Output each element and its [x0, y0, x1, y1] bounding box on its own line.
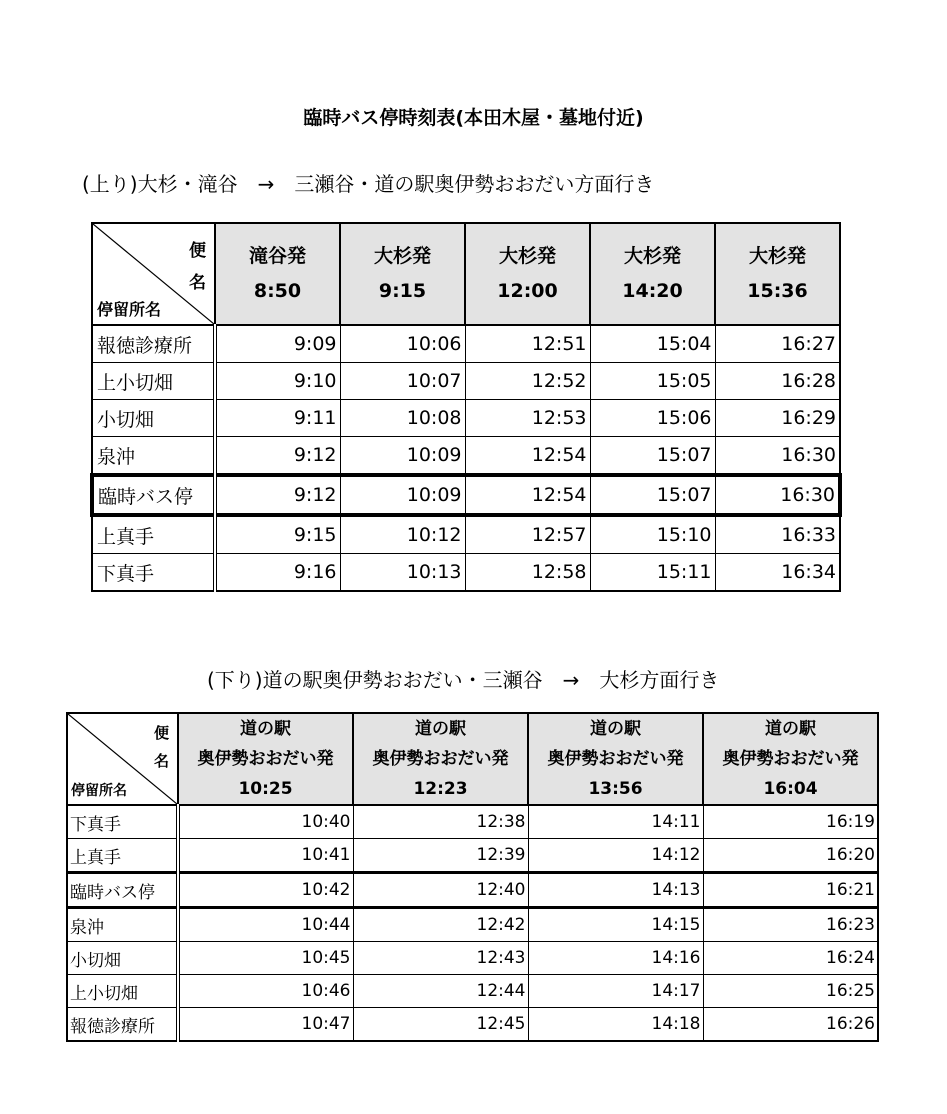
trip-header: [465, 223, 590, 325]
trip-time: 15:36: [747, 280, 808, 302]
time-cell: 10:46: [178, 975, 353, 1008]
trip-header: [703, 713, 878, 805]
trip-origin: 大杉発: [623, 245, 681, 267]
time-cell: 12:58: [465, 554, 590, 592]
time-cell: 16:21: [703, 873, 878, 908]
time-cell: 14:17: [528, 975, 703, 1008]
time-cell: 10:41: [178, 839, 353, 873]
trip-header: [353, 713, 528, 805]
stop-name: 報徳診療所: [67, 1008, 178, 1042]
time-cell: 14:11: [528, 805, 703, 839]
time-cell: 10:12: [340, 515, 465, 554]
time-cell: 9:12: [215, 437, 340, 476]
stop-name: 臨時バス停: [92, 475, 215, 515]
table-row: [67, 908, 878, 942]
stop-name: 臨時バス停: [67, 873, 178, 908]
time-cell: 15:07: [590, 437, 715, 476]
table-row-temporary-stop: [67, 873, 878, 908]
table-row: [92, 400, 840, 437]
time-cell: 12:43: [353, 942, 528, 975]
time-cell: 9:12: [215, 475, 340, 515]
trip-time: 16:04: [763, 779, 818, 799]
trip-origin: 大杉発: [748, 245, 806, 267]
stop-name: 上小切畑: [92, 363, 215, 400]
time-cell: 10:07: [340, 363, 465, 400]
table-row: [67, 805, 878, 839]
time-cell: 16:29: [715, 400, 840, 437]
trip-origin-line2: 奥伊勢おおだい発: [372, 749, 509, 769]
trip-origin-line1: 道の駅: [240, 719, 291, 739]
time-cell: 12:38: [353, 805, 528, 839]
time-cell: 10:44: [178, 908, 353, 942]
time-cell: 16:30: [715, 475, 840, 515]
time-cell: 10:42: [178, 873, 353, 908]
time-cell: 10:47: [178, 1008, 353, 1042]
trip-origin-line1: 道の駅: [765, 719, 816, 739]
time-cell: 14:16: [528, 942, 703, 975]
time-cell: 10:40: [178, 805, 353, 839]
trip-time: 8:50: [253, 280, 302, 302]
trip-header: [590, 223, 715, 325]
time-cell: 9:16: [215, 554, 340, 592]
time-cell: 16:24: [703, 942, 878, 975]
stop-name: 下真手: [67, 805, 178, 839]
time-cell: 10:45: [178, 942, 353, 975]
trip-time: 13:56: [588, 779, 643, 799]
time-cell: 16:27: [715, 325, 840, 363]
stop-name: 泉沖: [92, 437, 215, 476]
corner-stop-label: 停留所名: [97, 300, 162, 319]
trip-header: [340, 223, 465, 325]
time-cell: 15:07: [590, 475, 715, 515]
stop-name: 小切畑: [67, 942, 178, 975]
corner-header-cell: [92, 223, 215, 325]
trip-header: [178, 713, 353, 805]
time-cell: 15:06: [590, 400, 715, 437]
corner-bin: 便: [153, 724, 169, 742]
trip-header: [715, 223, 840, 325]
trip-time: 14:20: [622, 280, 683, 302]
time-cell: 12:54: [465, 437, 590, 476]
time-cell: 12:54: [465, 475, 590, 515]
corner-mei: 名: [153, 752, 169, 770]
trip-time: 10:25: [238, 779, 293, 799]
trip-time: 12:23: [413, 779, 468, 799]
timetable-up: [90, 222, 842, 592]
trip-origin-line1: 道の駅: [415, 719, 466, 739]
time-cell: 9:09: [215, 325, 340, 363]
time-cell: 10:09: [340, 475, 465, 515]
trip-time: 9:15: [378, 280, 427, 302]
trip-origin-line2: 奥伊勢おおだい発: [197, 749, 334, 769]
time-cell: 12:44: [353, 975, 528, 1008]
route-down-heading: (下り)道の駅奥伊勢おおだい・三瀬谷 → 大杉方面行き: [207, 668, 720, 692]
stop-name: 報徳診療所: [92, 325, 215, 363]
time-cell: 10:09: [340, 437, 465, 476]
time-cell: 10:08: [340, 400, 465, 437]
stop-name: 上真手: [67, 839, 178, 873]
time-cell: 12:39: [353, 839, 528, 873]
time-cell: 9:10: [215, 363, 340, 400]
table-row: [67, 942, 878, 975]
corner-mei: 名: [189, 273, 206, 293]
table-row: [92, 325, 840, 363]
page-title: 臨時バス停時刻表(本田木屋・墓地付近): [303, 107, 644, 129]
time-cell: 12:42: [353, 908, 528, 942]
time-cell: 16:25: [703, 975, 878, 1008]
trip-origin: 大杉発: [373, 245, 431, 267]
time-cell: 15:11: [590, 554, 715, 592]
corner-stop-label: 停留所名: [71, 783, 127, 799]
corner-bin: 便: [189, 241, 206, 261]
time-cell: 12:53: [465, 400, 590, 437]
corner-header-cell: [67, 713, 178, 805]
stop-name: 小切畑: [92, 400, 215, 437]
route-up-heading: (上り)大杉・滝谷 → 三瀬谷・道の駅奥伊勢おおだい方面行き: [82, 172, 655, 196]
time-cell: 14:13: [528, 873, 703, 908]
timetable-down: [66, 712, 879, 1042]
stop-name: 上真手: [92, 515, 215, 554]
time-cell: 16:26: [703, 1008, 878, 1042]
table-row: [67, 1008, 878, 1042]
time-cell: 16:23: [703, 908, 878, 942]
time-cell: 9:11: [215, 400, 340, 437]
time-cell: 12:40: [353, 873, 528, 908]
trip-header: [215, 223, 340, 325]
table-row-temporary-stop: [92, 475, 840, 515]
time-cell: 15:10: [590, 515, 715, 554]
trip-origin-line1: 道の駅: [590, 719, 641, 739]
time-cell: 16:33: [715, 515, 840, 554]
time-cell: 16:19: [703, 805, 878, 839]
time-cell: 10:06: [340, 325, 465, 363]
trip-time: 12:00: [497, 280, 558, 302]
time-cell: 12:51: [465, 325, 590, 363]
table-row: [92, 554, 840, 592]
trip-header: [528, 713, 703, 805]
time-cell: 16:34: [715, 554, 840, 592]
time-cell: 14:15: [528, 908, 703, 942]
stop-name: 上小切畑: [67, 975, 178, 1008]
stop-name: 下真手: [92, 554, 215, 592]
time-cell: 10:13: [340, 554, 465, 592]
time-cell: 9:15: [215, 515, 340, 554]
table-row: [67, 975, 878, 1008]
trip-origin: 大杉発: [498, 245, 556, 267]
time-cell: 15:05: [590, 363, 715, 400]
time-cell: 12:45: [353, 1008, 528, 1042]
time-cell: 14:12: [528, 839, 703, 873]
time-cell: 16:30: [715, 437, 840, 476]
trip-origin: 滝谷発: [248, 245, 306, 267]
trip-origin-line2: 奥伊勢おおだい発: [547, 749, 684, 769]
table-row: [67, 839, 878, 873]
stop-name: 泉沖: [67, 908, 178, 942]
trip-origin-line2: 奥伊勢おおだい発: [722, 749, 859, 769]
time-cell: 12:57: [465, 515, 590, 554]
table-row: [92, 363, 840, 400]
time-cell: 14:18: [528, 1008, 703, 1042]
time-cell: 16:28: [715, 363, 840, 400]
time-cell: 12:52: [465, 363, 590, 400]
table-row: [92, 437, 840, 476]
time-cell: 15:04: [590, 325, 715, 363]
time-cell: 16:20: [703, 839, 878, 873]
table-row: [92, 515, 840, 554]
